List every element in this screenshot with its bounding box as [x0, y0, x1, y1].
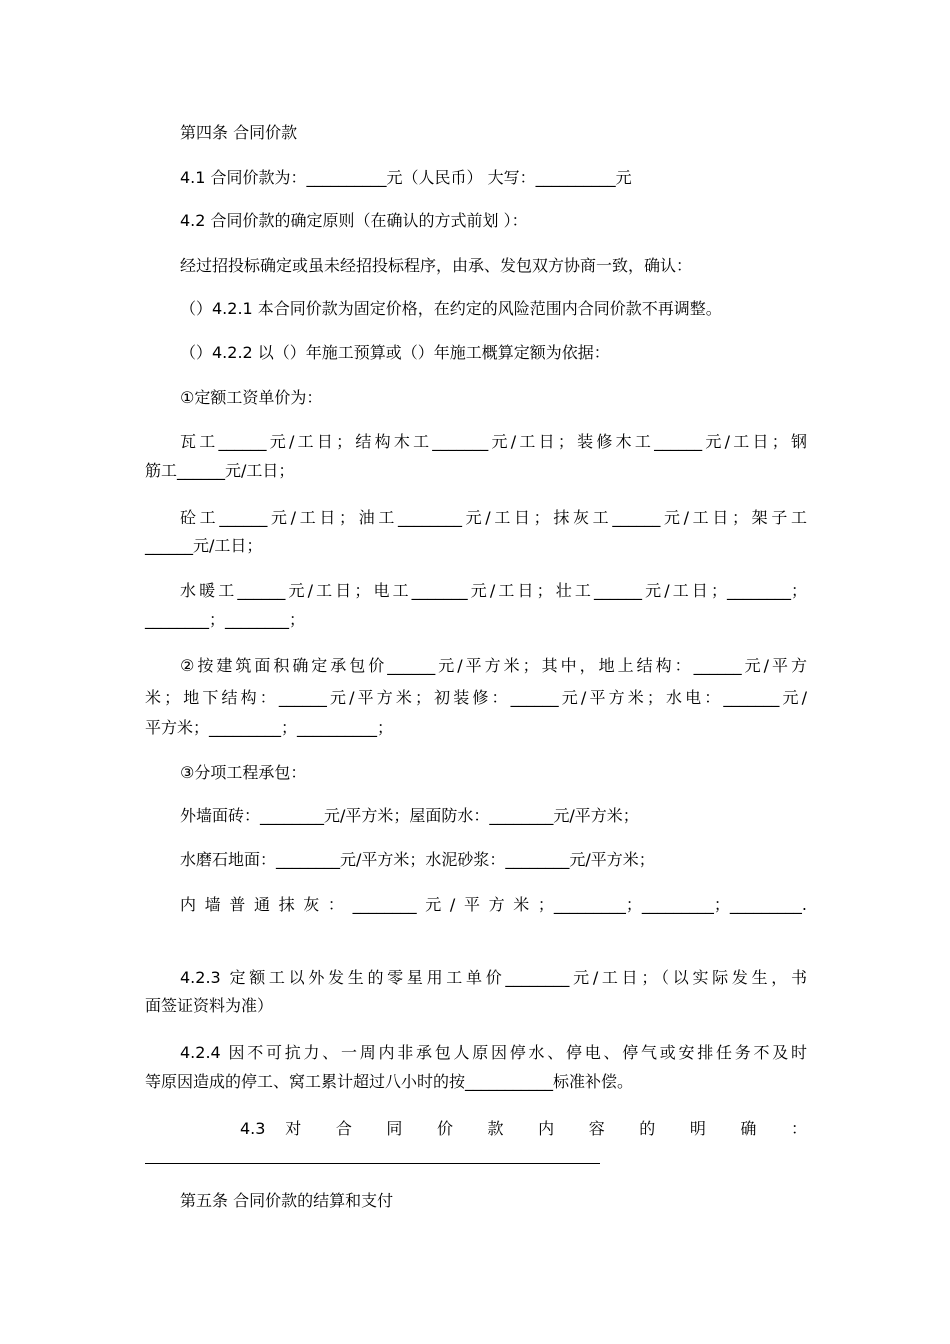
clause-4-2-4: 4.2.4 因不可抗力、一周内非承包人原因停水、停电、停气或安排任务不及时 — [180, 1043, 807, 1062]
wage-line-1-cont: 筋工______元/工日； — [145, 461, 295, 480]
sub-contract-line-3: 内墙普通抹灰：________元/平方米；_________；_________；_________. — [180, 895, 807, 914]
confirm-text: 经过招投标确定或虽未经招投标程序，由承、发包双方协商一致，确认： — [180, 256, 693, 275]
area-price-line-1: ②按建筑面积确定承包价______元/平方米；其中，地上结构：______元/平方 — [180, 656, 807, 675]
wage-line-2-cont: ______元/工日； — [145, 536, 263, 555]
area-price-line-2: 米；地下结构：______元/平方米；初装修：______元/平方米；水电：_______元/ — [145, 688, 807, 707]
clause-4-2-1: （）4.2.1 本合同价款为固定价格，在约定的风险范围内合同价款不再调整。 — [180, 299, 722, 318]
clause-4-2-2: （）4.2.2 以（）年施工预算或（）年施工概算定额为依据： — [180, 343, 610, 362]
clause-4-2-4-cont: 等原因造成的停工、窝工累计超过八小时的按___________标准补偿。 — [145, 1072, 634, 1091]
sub-contract-line-2: 水磨石地面：________元/平方米；水泥砂浆：________元/平方米； — [180, 850, 655, 869]
wage-line-2: 砼工______元/工日；油工________元/工日；抹灰工______元/工日；架子工 — [180, 508, 807, 527]
fill-in-line — [145, 1163, 600, 1164]
wage-line-1: 瓦工______元/工日；结构木工_______元/工日；装修木工______元/工日；钢 — [180, 432, 807, 451]
quota-wage-heading: ①定额工资单价为： — [180, 388, 323, 407]
sub-contract-line-1: 外墙面砖：________元/平方米；屋面防水：________元/平方米； — [180, 806, 639, 825]
clause-4-1: 4.1 合同价款为：__________元（人民币） 大写：__________元 — [180, 168, 632, 187]
wage-line-3-cont: ________；________； — [145, 610, 306, 629]
clause-4-2: 4.2 合同价款的确定原则（在确认的方式前划 ）： — [180, 211, 528, 230]
wage-line-3: 水暖工______元/工日；电工_______元/工日；壮工______元/工日；________； — [180, 581, 807, 600]
clause-4-2-3: 4.2.3 定额工以外发生的零星用工单价________元/工日；（以实际发生，书 — [180, 968, 807, 987]
article-4-heading: 第四条 合同价款 — [180, 123, 298, 142]
area-price-line-3: 平方米；_________；__________； — [145, 718, 394, 737]
clause-4-3: 4.3 对 合 同 价 款 内 容 的 明 确 ： — [240, 1119, 807, 1138]
clause-4-2-3-cont: 面签证资料为准） — [145, 996, 274, 1015]
article-5-heading: 第五条 合同价款的结算和支付 — [180, 1191, 394, 1210]
sub-contract-heading: ③分项工程承包： — [180, 763, 307, 782]
